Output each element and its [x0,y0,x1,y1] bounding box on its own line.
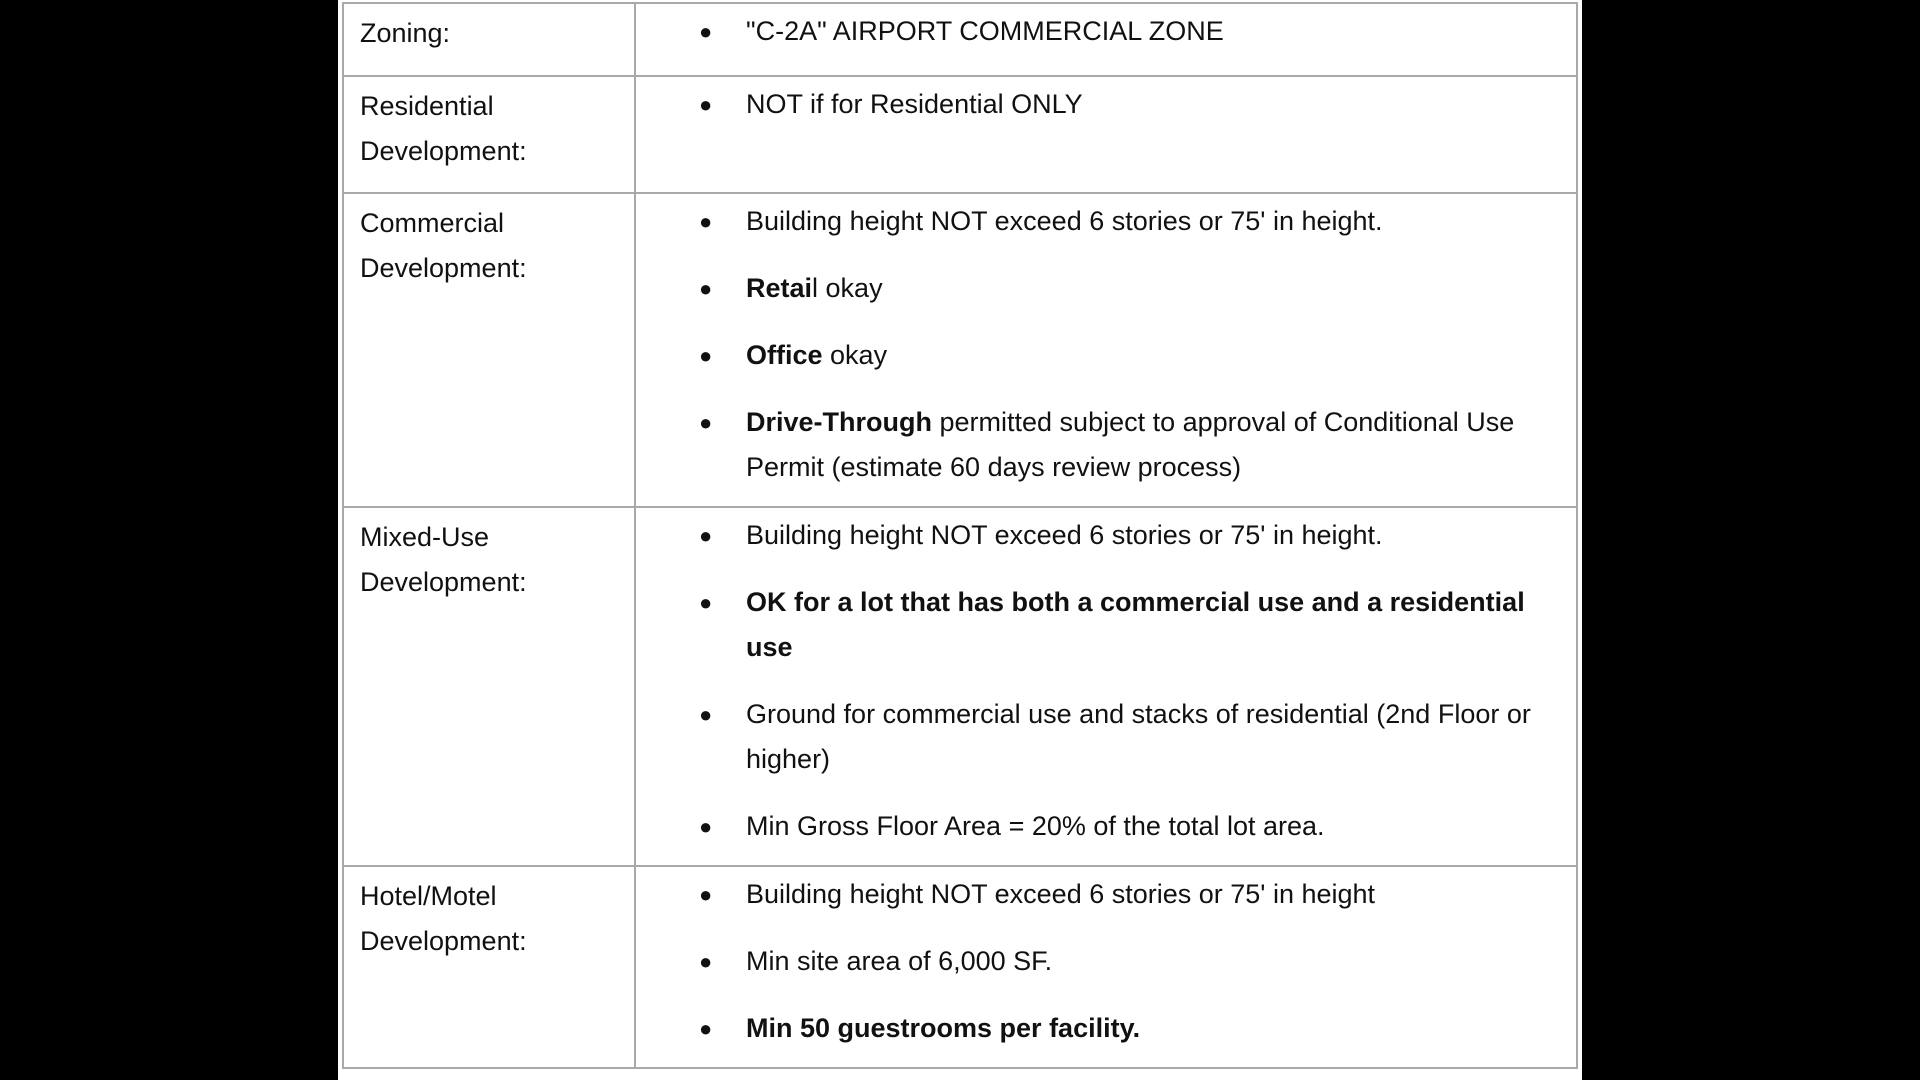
row-values [635,3,1577,76]
bullet-icon: ● [699,882,713,907]
list-item: ● Retail okay [636,266,1566,311]
list-item: ● Min site area of 6,000 SF. [636,939,1566,984]
bullet-icon: ● [699,814,713,839]
row-values [635,866,1577,1068]
row-values [635,507,1577,866]
bullet-icon: ● [699,949,713,974]
bullet-icon: ● [699,92,713,117]
bullet-icon: ● [699,410,713,435]
list-item: ● Building height NOT exceed 6 stories or 75' in height. [636,513,1566,558]
row-label: Zoning: [343,3,635,76]
bullet-list [636,513,1566,849]
list-item: ● OK for a lot that has both a commercial use and a residential use [636,580,1566,670]
row-values [635,193,1577,507]
row-label: Hotel/Motel Development: [343,866,635,1068]
document-page [338,0,1582,1080]
row-values [635,76,1577,193]
list-item: ● Ground for commercial use and stacks of residential (2nd Floor or higher) [636,692,1566,782]
table-row-commercial [343,193,1577,507]
list-item: ● Building height NOT exceed 6 stories or 75' in height [636,872,1566,917]
list-item: ● Office okay [636,333,1566,378]
row-label: Commercial Development: [343,193,635,507]
bullet-list [636,872,1566,1051]
bullet-icon: ● [699,702,713,727]
list-item: ● Min Gross Floor Area = 20% of the total lot area. [636,804,1566,849]
list-item: ● Drive-Through permitted subject to approval of Conditional Use Permit (estimate 60 days review process) [636,400,1566,490]
table-row-mixed-use [343,507,1577,866]
list-item: ● Min 50 guestrooms per facility. [636,1006,1566,1051]
bullet-icon: ● [699,343,713,368]
list-item: ● Building height NOT exceed 6 stories or 75' in height. [636,199,1566,244]
row-label: Mixed-Use Development: [343,507,635,866]
bullet-icon: ● [699,523,713,548]
zoning-table [342,2,1578,1069]
list-item: ● NOT if for Residential ONLY [636,82,1566,127]
bullet-icon: ● [699,209,713,234]
bullet-list [636,9,1566,54]
table-row-residential [343,76,1577,193]
bullet-icon: ● [699,276,713,301]
table-row-zoning [343,3,1577,76]
bullet-icon: ● [699,1016,713,1041]
bullet-icon: ● [699,590,713,615]
bullet-list [636,82,1566,127]
bullet-list [636,199,1566,490]
row-label: Residential Development: [343,76,635,193]
bullet-icon: ● [699,19,713,44]
table-row-hotel-motel [343,866,1577,1068]
list-item: ● "C-2A" AIRPORT COMMERCIAL ZONE [636,9,1566,54]
